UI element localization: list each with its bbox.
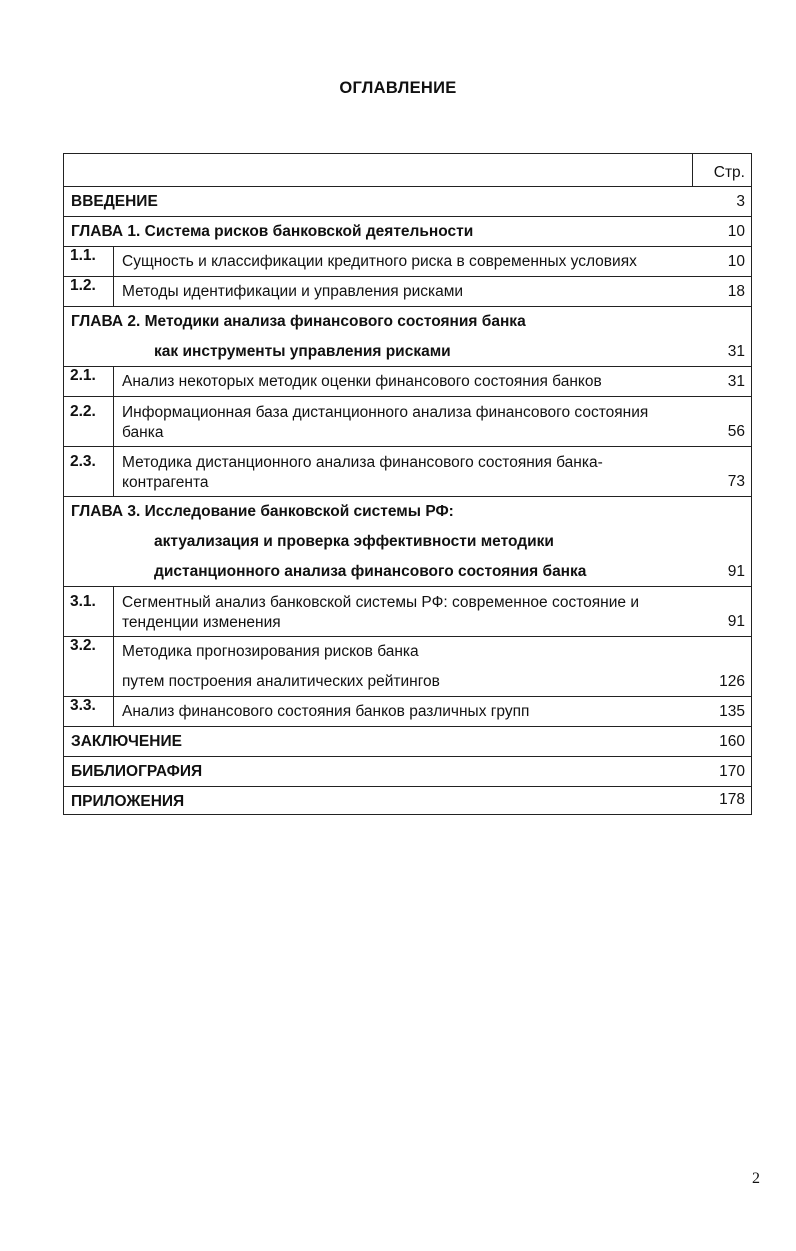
- entry-page: 31: [727, 373, 745, 390]
- toc-subsection-row: [64, 636, 751, 696]
- entry-page: 91: [727, 563, 745, 580]
- toc-subsection-row: [64, 246, 751, 276]
- toc-section-row: [64, 186, 751, 216]
- entry-title-line: ГЛАВА 1. Система рисков банковской деятельности: [71, 223, 474, 240]
- entry-title-line: ЗАКЛЮЧЕНИЕ: [71, 733, 182, 750]
- toc-subsection-row: [64, 446, 751, 496]
- entry-title-line: Методы идентификации и управления рисками: [122, 283, 464, 300]
- number-cell: [64, 367, 114, 396]
- entry-title-line: Сущность и классификации кредитного риска в современных условиях: [122, 253, 637, 270]
- toc-subsection-row: [64, 276, 751, 306]
- toc-section-row: [64, 496, 751, 586]
- entry-title: [122, 397, 691, 443]
- entry-title-line: ГЛАВА 2. Методики анализа финансового состояния банка: [71, 313, 526, 330]
- entry-title-line: ГЛАВА 3. Исследование банковской системы РФ:: [71, 503, 454, 520]
- section-number: 3.2.: [70, 637, 96, 654]
- entry-title-line: ВВЕДЕНИЕ: [71, 193, 158, 210]
- toc-subsection-row: [64, 396, 751, 446]
- entry-title: [122, 367, 691, 397]
- number-cell: [64, 447, 114, 496]
- toc-section-row: [64, 306, 751, 366]
- entry-title-line: банка: [122, 424, 164, 441]
- entry-title: [71, 497, 691, 587]
- entry-title-line: Анализ финансового состояния банков различных групп: [122, 703, 530, 720]
- toc-header-row: [64, 154, 751, 186]
- section-number: 1.2.: [70, 277, 96, 294]
- entry-title: [71, 307, 691, 367]
- toc-subsection-row: [64, 696, 751, 726]
- toc-section-row: [64, 786, 751, 814]
- entry-page: 3: [736, 193, 745, 210]
- table-of-contents: [63, 153, 752, 815]
- entry-title-line: контрагента: [122, 474, 209, 491]
- section-number: 2.1.: [70, 367, 96, 384]
- entry-page: 10: [727, 253, 745, 270]
- toc-section-row: [64, 216, 751, 246]
- entry-title-line: как инструменты управления рисками: [154, 343, 451, 360]
- number-cell: [64, 587, 114, 636]
- entry-title: [71, 757, 691, 787]
- page-number: 2: [752, 1170, 760, 1187]
- entry-page: 160: [719, 733, 745, 750]
- entry-title-line: тенденции изменения: [122, 614, 281, 631]
- entry-title: [71, 727, 691, 757]
- entry-title-line: Сегментный анализ банковской системы РФ: современное состояние и: [122, 594, 639, 611]
- entry-title-line: актуализация и проверка эффективности методики: [154, 533, 554, 550]
- entry-title: [71, 787, 691, 817]
- section-number: 1.1.: [70, 247, 96, 264]
- entry-title-line: Методика прогнозирования рисков банка: [122, 643, 419, 660]
- page-column-header: Стр.: [713, 164, 745, 181]
- column-divider: [692, 154, 693, 186]
- number-cell: [64, 277, 114, 306]
- entry-title-line: Информационная база дистанционного анализа финансового состояния: [122, 404, 649, 421]
- entry-page: 18: [727, 283, 745, 300]
- toc-section-row: [64, 726, 751, 756]
- entry-page: 73: [727, 473, 745, 490]
- number-cell: [64, 397, 114, 446]
- section-number: 2.2.: [70, 403, 96, 420]
- entry-title-line: Методика дистанционного анализа финансового состояния банка-: [122, 454, 603, 471]
- entry-title: [71, 217, 691, 247]
- entry-page: 126: [719, 673, 745, 690]
- entry-title: [122, 697, 691, 727]
- section-number: 2.3.: [70, 453, 96, 470]
- entry-page: 91: [727, 613, 745, 630]
- entry-title: [122, 277, 691, 307]
- page-title: ОГЛАВЛЕНИЕ: [339, 79, 457, 97]
- number-cell: [64, 637, 114, 696]
- entry-title-line: Анализ некоторых методик оценки финансового состояния банков: [122, 373, 602, 390]
- entry-page: 31: [727, 343, 745, 360]
- number-cell: [64, 247, 114, 276]
- section-number: 3.3.: [70, 697, 96, 714]
- number-cell: [64, 697, 114, 726]
- entry-title-line: дистанционного анализа финансового состояния банка: [154, 563, 587, 580]
- entry-title-line: БИБЛИОГРАФИЯ: [71, 763, 203, 780]
- section-number: 3.1.: [70, 593, 96, 610]
- entry-title-line: путем построения аналитических рейтингов: [122, 673, 440, 690]
- toc-subsection-row: [64, 366, 751, 396]
- entry-page: 135: [719, 703, 745, 720]
- entry-title: [71, 187, 691, 217]
- entry-title: [122, 587, 691, 633]
- entry-title: [122, 447, 691, 493]
- entry-title: [122, 247, 691, 277]
- entry-title-line: ПРИЛОЖЕНИЯ: [71, 793, 185, 810]
- entry-title: [122, 637, 691, 697]
- entry-page: 178: [719, 791, 745, 808]
- entry-page: 170: [719, 763, 745, 780]
- entry-page: 10: [727, 223, 745, 240]
- toc-section-row: [64, 756, 751, 786]
- toc-subsection-row: [64, 586, 751, 636]
- entry-page: 56: [727, 423, 745, 440]
